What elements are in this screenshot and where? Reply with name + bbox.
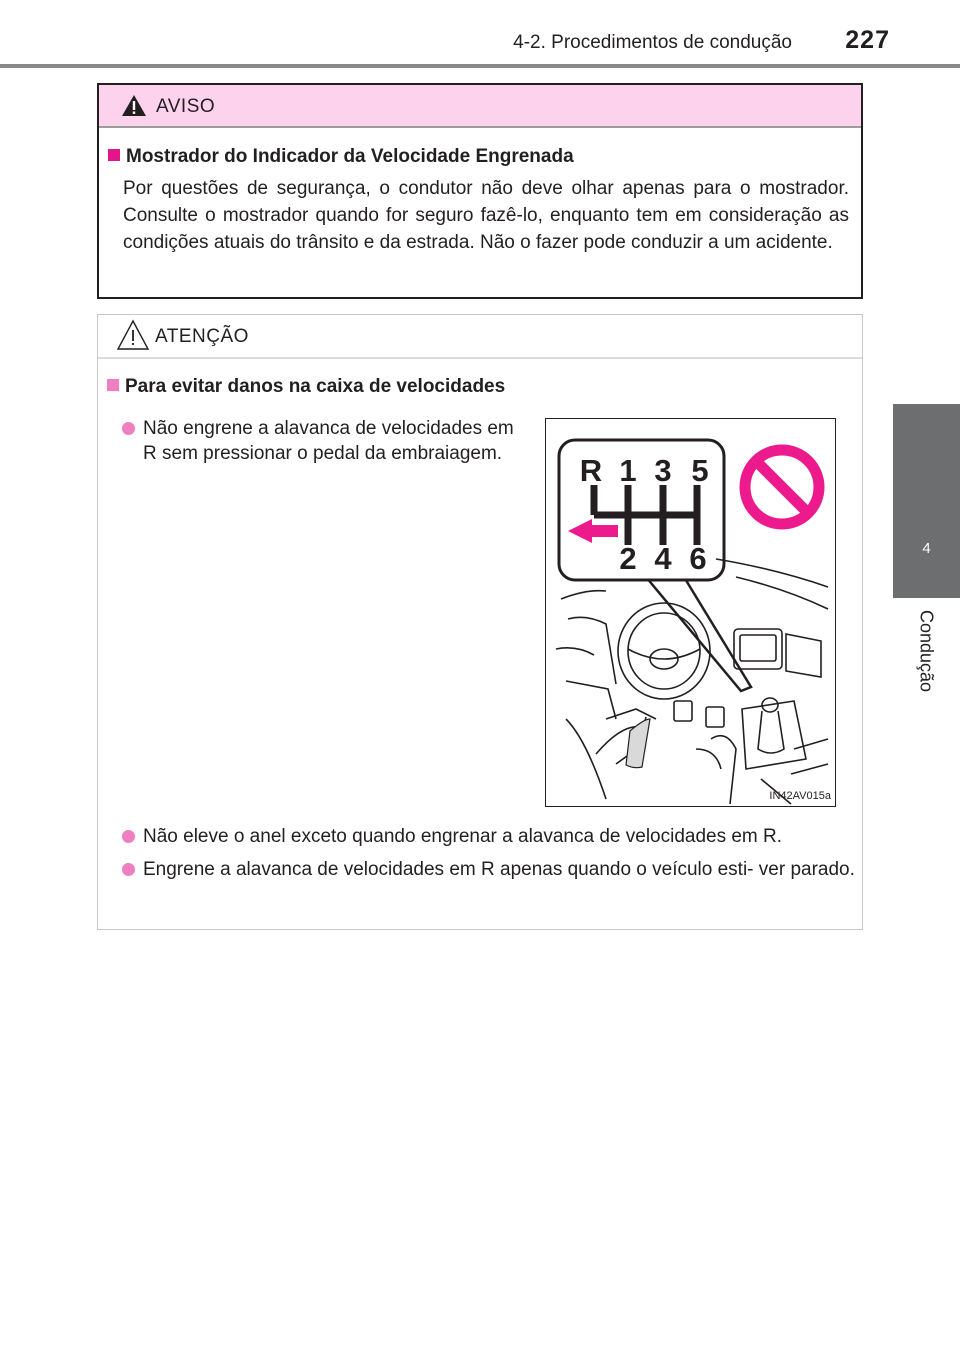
gear-label-5: 5: [691, 453, 709, 488]
caution-label: ATENÇÃO: [155, 326, 249, 347]
caution-bullet-2: Não eleve o anel exceto quando engrenar a alavanca de velocidades em R.: [122, 824, 860, 849]
gearshift-illustration: [545, 418, 836, 807]
chapter-tab[interactable]: [893, 404, 960, 598]
gear-label-r: R: [579, 453, 603, 488]
gear-label-3: 3: [654, 453, 672, 488]
square-bullet-icon: [108, 149, 120, 161]
bullet-dot-icon: [122, 422, 135, 435]
header-rule: [0, 64, 960, 68]
warning-label: AVISO: [156, 96, 216, 117]
gear-label-2: 2: [619, 541, 637, 576]
bullet-dot-icon: [122, 830, 135, 843]
gear-label-4: 4: [654, 541, 672, 576]
page-number: 227: [845, 26, 890, 54]
warning-heading: Mostrador do Indicador da Velocidade Engrenada: [108, 146, 574, 168]
figure-code: IN42AV015a: [769, 790, 831, 802]
car-interior-drawing: [546, 419, 835, 806]
gear-label-1: 1: [619, 453, 637, 488]
caution-triangle-icon: [116, 319, 150, 351]
caution-bullet-1: Não engrene a alavanca de velocidades em R sem pressionar o pedal da embraiagem.: [122, 416, 522, 466]
warning-header: [99, 85, 861, 128]
chapter-label: [911, 610, 941, 710]
caution-header: [98, 315, 862, 359]
caution-bullet-3: Engrene a alavanca de velocidades em R apenas quando o veículo esti- ver parado.: [122, 857, 858, 882]
gear-label-6: 6: [689, 541, 707, 576]
running-header: [0, 26, 960, 60]
section-title: 4-2. Procedimentos de condução: [513, 32, 792, 53]
warning-text: Por questões de segurança, o condutor não deve olhar apenas para o mostrador. Consulte o mostrador quando for seguro fazê-lo, enquanto tem em consideração as condições atuais do trânsito e da estrada. Não o fazer pode conduzir a um acidente.: [123, 178, 849, 253]
bullet-dot-icon: [122, 863, 135, 876]
prohibition-icon: [745, 450, 819, 524]
chapter-label-text: Condução: [916, 610, 937, 693]
warning-box: [97, 83, 863, 299]
chapter-number: 4: [922, 540, 931, 557]
square-bullet-icon: [107, 379, 119, 391]
warning-triangle-icon: [121, 94, 147, 117]
caution-heading: Para evitar danos na caixa de velocidades: [107, 376, 505, 398]
